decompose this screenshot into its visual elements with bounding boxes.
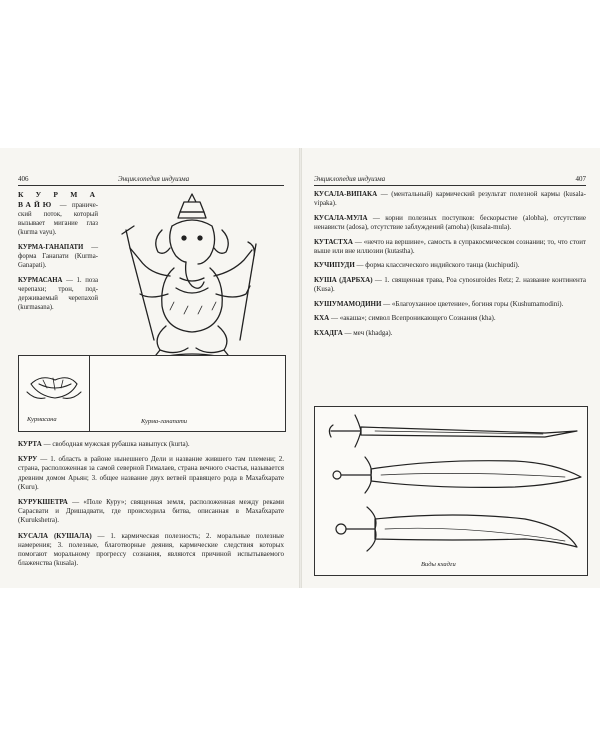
- entry-text: — «акаша»; символ Всепроникающего Сознания (kha).: [329, 314, 496, 323]
- right-body-text: [314, 190, 586, 344]
- header-rule: [314, 185, 586, 186]
- left-page-header: [18, 174, 284, 184]
- entry: [18, 498, 284, 526]
- entry: [18, 440, 284, 449]
- entry: [314, 329, 586, 338]
- narrow-column: [18, 190, 98, 318]
- book-spread: [0, 148, 600, 588]
- entry: [314, 261, 586, 270]
- entry: [314, 190, 586, 208]
- entry-headword: КУША (ДАРБХА): [314, 275, 373, 284]
- figure-box: [18, 355, 286, 432]
- entry-headword: КУТАСТХА: [314, 237, 353, 246]
- right-page-header: [314, 174, 586, 184]
- figure-caption: Виды кхадги: [421, 561, 456, 568]
- entry-text: — «Поле Куру»; священная земля, расположенная между реками Сарасвати и Дришадвати, где происходила битва, описанная в Махабхарате (Kurukshetra).: [18, 498, 284, 525]
- entry-text: — (ментальный) кармический результат полезной кармы (kusala-vipaka).: [314, 190, 586, 208]
- header-rule: [18, 185, 284, 186]
- entry-text: — 1. кармическая полезность; 2. моральные полезные намерения; 3. полезные, благотворные деяния, кармические следствия которых помогают моральному прогрессу сознания, являются причиной испытываемого блаженства (kusala).: [18, 531, 284, 568]
- entry-headword: КУРТА: [18, 440, 42, 448]
- entry-headword: КХАДГА: [314, 328, 343, 337]
- entry: [18, 455, 284, 492]
- entry-headword: КУРМАСАНА: [18, 277, 63, 284]
- entry: [18, 243, 98, 270]
- left-body-text: [18, 440, 284, 574]
- page-number: 407: [575, 175, 586, 183]
- figure-box: [314, 406, 588, 576]
- entry: [314, 300, 586, 309]
- entry-text: — 1. священная трава, Poa cynosuroides Retz; 2. название континента (Kusa).: [314, 275, 586, 294]
- figure-caption: Курма-ганапати: [141, 418, 188, 425]
- entry-text: — форма классического индийского танца (kuchipudi).: [354, 261, 520, 270]
- entry-text: — форма Ганапати (Kurma-Ganapati).: [18, 244, 98, 269]
- entry: [18, 532, 284, 569]
- entry-text: — свободная мужская рубашка навыпуск (kurta).: [41, 440, 190, 448]
- figure-separator: [89, 356, 90, 431]
- entry-headword: КУШУМАМОДИНИ: [314, 299, 382, 308]
- entry-headword: КУСАЛА-ВИПАКА: [314, 190, 378, 198]
- figure-caption: Курмасана: [27, 416, 57, 423]
- entry-headword: КУРУКШЕТРА: [18, 498, 68, 507]
- entry-text: — «Благоуханное цветение», богиня горы (Kushumamodini).: [381, 299, 564, 308]
- entry-headword: КУРУ: [18, 455, 38, 464]
- entry-headword: КУРМА-ГАНАПАТИ: [18, 244, 84, 251]
- khadga-swords-illustration: [315, 407, 587, 575]
- entry: [314, 238, 586, 256]
- entry-text: — корни полезных поступков: бескорыстие (alobha), отсутствие ненависти (adosa), отсутствие заблуждений (amoha) (kusala-mula).: [314, 213, 586, 231]
- entry: [314, 214, 586, 232]
- entry: [18, 276, 98, 312]
- entry-text: — пранический поток, который вызывает мигание глаз (kurma vayu).: [18, 202, 98, 236]
- kurmasana-illustration: [25, 370, 83, 406]
- entry-headword: КХА: [314, 314, 330, 323]
- left-page: [0, 148, 299, 588]
- entry-headword: К У Р М А ВАЙЮ: [18, 190, 98, 209]
- running-head: Энциклопедия индуизма: [314, 175, 386, 183]
- entry-text: — 1. область в районе нынешнего Дели и название жившего там племени; 2. страна, расположенная за самой северной Гималаев, страна вечного счастья, называется древним домом Арьян; 3. общее название двух ветвей правящего рода в Махабхарате (Kuru).: [18, 455, 284, 491]
- entry-headword: КУЧИПУДИ: [314, 261, 355, 270]
- entry-headword: КУСАЛА (КУШАЛА): [18, 531, 92, 540]
- entry-headword: КУСАЛА-МУЛА: [314, 213, 368, 222]
- entry: [18, 190, 98, 237]
- entry: [314, 314, 586, 323]
- entry: [314, 276, 586, 294]
- entry-text: — меч (khadga).: [342, 328, 393, 337]
- entry-text: — 1. поза черепахи; трон, поддерживаемый черепахой (kurmasana).: [18, 277, 98, 311]
- entry-text: — «нечто на вершине», самость в супракосмическом сознании; то, что стоит выше или вне иллюзии (kutastha).: [314, 237, 586, 255]
- running-head: Энциклопедия индуизма: [118, 175, 190, 183]
- right-page: [302, 148, 600, 588]
- page-number: 406: [18, 175, 29, 183]
